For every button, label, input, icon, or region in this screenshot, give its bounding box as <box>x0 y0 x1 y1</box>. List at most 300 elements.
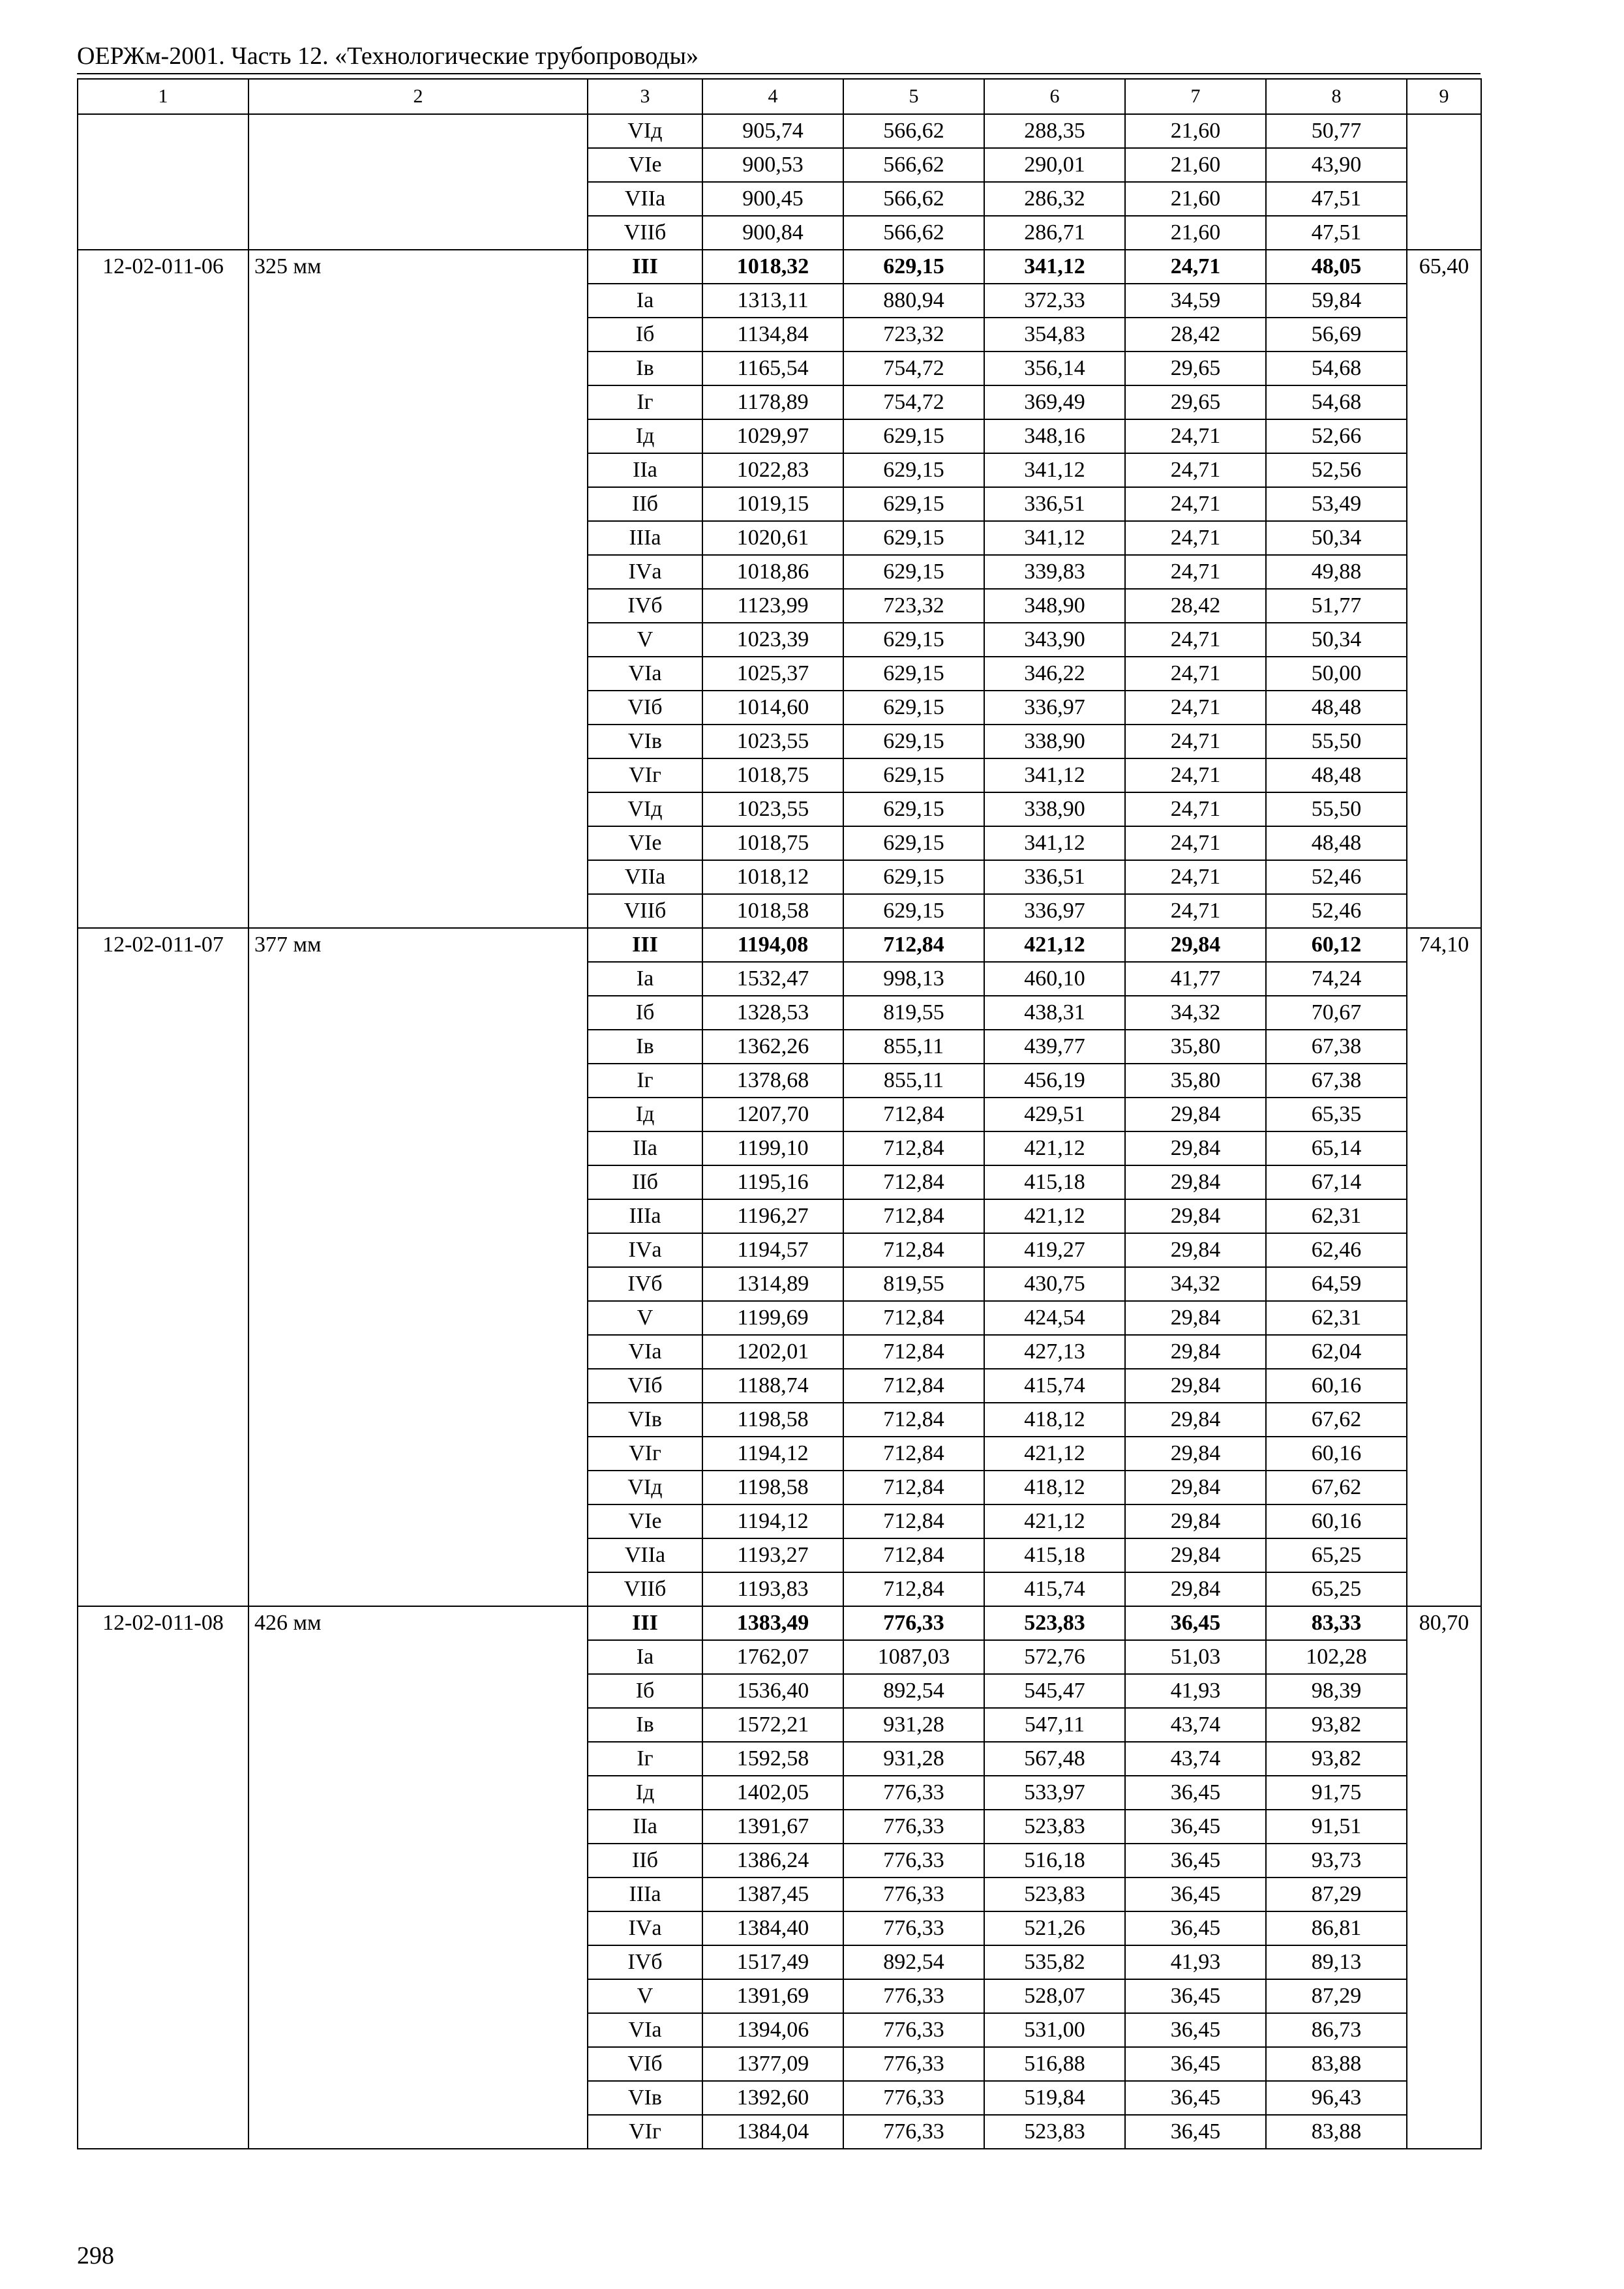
value-cell: 52,66 <box>1266 419 1407 453</box>
value-cell: 415,74 <box>984 1369 1125 1403</box>
value-cell: 336,97 <box>984 691 1125 725</box>
value-cell: 83,88 <box>1266 2047 1407 2081</box>
value-cell: 348,16 <box>984 419 1125 453</box>
value-cell: 419,27 <box>984 1233 1125 1267</box>
value-cell: 629,15 <box>843 623 984 657</box>
value-cell: 28,42 <box>1125 589 1266 623</box>
value-cell: 629,15 <box>843 250 984 284</box>
value-cell: 1328,53 <box>702 996 843 1030</box>
value-cell: 89,13 <box>1266 1945 1407 1979</box>
value-cell: 629,15 <box>843 860 984 894</box>
value-cell: 41,93 <box>1125 1674 1266 1708</box>
value-cell: 421,12 <box>984 928 1125 962</box>
value-cell: 1196,27 <box>702 1199 843 1233</box>
value-cell: 629,15 <box>843 792 984 826</box>
value-cell: 712,84 <box>843 1301 984 1335</box>
column-header: 5 <box>843 79 984 114</box>
value-cell: 629,15 <box>843 657 984 691</box>
value-cell: 36,45 <box>1125 1606 1266 1640</box>
value-cell: 24,71 <box>1125 691 1266 725</box>
value-cell: 629,15 <box>843 487 984 521</box>
value-cell: 629,15 <box>843 826 984 860</box>
subgroup-cell: Iв <box>588 1708 702 1742</box>
value-cell: 1178,89 <box>702 385 843 419</box>
code-cell: 12-02-011-07 <box>78 928 248 1606</box>
value-cell: 892,54 <box>843 1674 984 1708</box>
total-cell: 74,10 <box>1407 928 1481 1606</box>
value-cell: 1313,11 <box>702 284 843 318</box>
value-cell: 290,01 <box>984 148 1125 182</box>
value-cell: 819,55 <box>843 996 984 1030</box>
code-cell <box>78 114 248 250</box>
subgroup-cell: Iд <box>588 1098 702 1131</box>
value-cell: 24,71 <box>1125 555 1266 589</box>
value-cell: 1023,39 <box>702 623 843 657</box>
value-cell: 931,28 <box>843 1742 984 1776</box>
subgroup-cell: VIв <box>588 725 702 758</box>
value-cell: 34,32 <box>1125 1267 1266 1301</box>
subgroup-cell: VIе <box>588 148 702 182</box>
subgroup-cell: Iг <box>588 1742 702 1776</box>
value-cell: 1194,12 <box>702 1504 843 1538</box>
value-cell: 338,90 <box>984 792 1125 826</box>
value-cell: 51,77 <box>1266 589 1407 623</box>
value-cell: 776,33 <box>843 1878 984 1911</box>
subgroup-cell: VIб <box>588 2047 702 2081</box>
value-cell: 819,55 <box>843 1267 984 1301</box>
value-cell: 776,33 <box>843 2047 984 2081</box>
code-cell: 12-02-011-06 <box>78 250 248 928</box>
column-number-row <box>78 79 1481 114</box>
value-cell: 29,84 <box>1125 1335 1266 1369</box>
subgroup-cell: Iа <box>588 1640 702 1674</box>
value-cell: 900,45 <box>702 182 843 216</box>
subgroup-cell: VIд <box>588 1471 702 1504</box>
value-cell: 776,33 <box>843 1844 984 1878</box>
value-cell: 50,77 <box>1266 114 1407 148</box>
value-cell: 712,84 <box>843 1572 984 1606</box>
subgroup-cell: VIд <box>588 114 702 148</box>
value-cell: 629,15 <box>843 453 984 487</box>
value-cell: 545,47 <box>984 1674 1125 1708</box>
value-cell: 65,35 <box>1266 1098 1407 1131</box>
value-cell: 29,65 <box>1125 385 1266 419</box>
column-header: 9 <box>1407 79 1481 114</box>
value-cell: 1572,21 <box>702 1708 843 1742</box>
diameter-cell: 325 мм <box>248 250 588 928</box>
value-cell: 1023,55 <box>702 792 843 826</box>
value-cell: 629,15 <box>843 758 984 792</box>
value-cell: 24,71 <box>1125 860 1266 894</box>
value-cell: 47,51 <box>1266 216 1407 250</box>
value-cell: 712,84 <box>843 1165 984 1199</box>
value-cell: 50,34 <box>1266 623 1407 657</box>
column-header: 4 <box>702 79 843 114</box>
value-cell: 36,45 <box>1125 2013 1266 2047</box>
value-cell: 36,45 <box>1125 2115 1266 2149</box>
value-cell: 776,33 <box>843 1810 984 1844</box>
value-cell: 24,71 <box>1125 521 1266 555</box>
value-cell: 93,82 <box>1266 1742 1407 1776</box>
value-cell: 67,14 <box>1266 1165 1407 1199</box>
table-row <box>78 250 1481 284</box>
value-cell: 1402,05 <box>702 1776 843 1810</box>
subgroup-cell: IIа <box>588 453 702 487</box>
value-cell: 24,71 <box>1125 453 1266 487</box>
value-cell: 776,33 <box>843 2081 984 2115</box>
subgroup-cell: IVб <box>588 589 702 623</box>
value-cell: 1387,45 <box>702 1878 843 1911</box>
value-cell: 931,28 <box>843 1708 984 1742</box>
value-cell: 83,33 <box>1266 1606 1407 1640</box>
value-cell: 29,84 <box>1125 1403 1266 1437</box>
value-cell: 1018,75 <box>702 758 843 792</box>
value-cell: 776,33 <box>843 1911 984 1945</box>
value-cell: 516,18 <box>984 1844 1125 1878</box>
value-cell: 712,84 <box>843 1131 984 1165</box>
value-cell: 29,84 <box>1125 1538 1266 1572</box>
value-cell: 516,88 <box>984 2047 1125 2081</box>
value-cell: 48,05 <box>1266 250 1407 284</box>
value-cell: 998,13 <box>843 962 984 996</box>
value-cell: 566,62 <box>843 148 984 182</box>
subgroup-cell: IIIа <box>588 1878 702 1911</box>
column-header: 7 <box>1125 79 1266 114</box>
value-cell: 1762,07 <box>702 1640 843 1674</box>
table-row <box>78 114 1481 148</box>
value-cell: 1018,32 <box>702 250 843 284</box>
value-cell: 24,71 <box>1125 657 1266 691</box>
value-cell: 567,48 <box>984 1742 1125 1776</box>
value-cell: 629,15 <box>843 691 984 725</box>
table-body <box>78 79 1481 2149</box>
value-cell: 51,03 <box>1125 1640 1266 1674</box>
subgroup-cell: IVа <box>588 1233 702 1267</box>
value-cell: 29,65 <box>1125 352 1266 385</box>
subgroup-cell: IIа <box>588 1131 702 1165</box>
value-cell: 48,48 <box>1266 691 1407 725</box>
value-cell: 1194,57 <box>702 1233 843 1267</box>
value-cell: 1194,12 <box>702 1437 843 1471</box>
value-cell: 52,46 <box>1266 860 1407 894</box>
value-cell: 1134,84 <box>702 318 843 352</box>
value-cell: 1391,67 <box>702 1810 843 1844</box>
subgroup-cell: Iг <box>588 385 702 419</box>
value-cell: 55,50 <box>1266 792 1407 826</box>
subgroup-cell: Iв <box>588 352 702 385</box>
value-cell: 523,83 <box>984 1606 1125 1640</box>
value-cell: 1193,83 <box>702 1572 843 1606</box>
column-header: 3 <box>588 79 702 114</box>
subgroup-cell: V <box>588 1301 702 1335</box>
value-cell: 1165,54 <box>702 352 843 385</box>
value-cell: 1394,06 <box>702 2013 843 2047</box>
value-cell: 24,71 <box>1125 826 1266 860</box>
diameter-cell <box>248 114 588 250</box>
column-header: 6 <box>984 79 1125 114</box>
value-cell: 346,22 <box>984 657 1125 691</box>
value-cell: 421,12 <box>984 1437 1125 1471</box>
value-cell: 629,15 <box>843 555 984 589</box>
value-cell: 1384,40 <box>702 1911 843 1945</box>
value-cell: 1014,60 <box>702 691 843 725</box>
value-cell: 21,60 <box>1125 182 1266 216</box>
value-cell: 439,77 <box>984 1030 1125 1064</box>
value-cell: 24,71 <box>1125 725 1266 758</box>
value-cell: 29,84 <box>1125 1233 1266 1267</box>
subgroup-cell: VIб <box>588 691 702 725</box>
value-cell: 429,51 <box>984 1098 1125 1131</box>
value-cell: 24,71 <box>1125 623 1266 657</box>
value-cell: 24,71 <box>1125 487 1266 521</box>
page-header-title: ОЕРЖм-2001. Часть 12. «Технологические трубопроводы» <box>77 42 699 70</box>
value-cell: 1018,58 <box>702 894 843 928</box>
subgroup-cell: IIб <box>588 1165 702 1199</box>
value-cell: 566,62 <box>843 216 984 250</box>
value-cell: 35,80 <box>1125 1064 1266 1098</box>
subgroup-cell: III <box>588 1606 702 1640</box>
value-cell: 723,32 <box>843 318 984 352</box>
value-cell: 356,14 <box>984 352 1125 385</box>
value-cell: 629,15 <box>843 894 984 928</box>
value-cell: 1020,61 <box>702 521 843 555</box>
value-cell: 900,53 <box>702 148 843 182</box>
value-cell: 98,39 <box>1266 1674 1407 1708</box>
value-cell: 102,28 <box>1266 1640 1407 1674</box>
value-cell: 1391,69 <box>702 1979 843 2013</box>
value-cell: 343,90 <box>984 623 1125 657</box>
table-row <box>78 1606 1481 1640</box>
value-cell: 91,75 <box>1266 1776 1407 1810</box>
value-cell: 1377,09 <box>702 2047 843 2081</box>
value-cell: 629,15 <box>843 419 984 453</box>
subgroup-cell: Iа <box>588 962 702 996</box>
diameter-cell: 377 мм <box>248 928 588 1606</box>
column-header: 2 <box>248 79 588 114</box>
value-cell: 880,94 <box>843 284 984 318</box>
value-cell: 336,51 <box>984 860 1125 894</box>
value-cell: 34,32 <box>1125 996 1266 1030</box>
value-cell: 629,15 <box>843 521 984 555</box>
value-cell: 52,46 <box>1266 894 1407 928</box>
value-cell: 523,83 <box>984 2115 1125 2149</box>
value-cell: 1193,27 <box>702 1538 843 1572</box>
price-table <box>77 78 1482 2149</box>
value-cell: 415,18 <box>984 1538 1125 1572</box>
subgroup-cell: Iб <box>588 996 702 1030</box>
value-cell: 1378,68 <box>702 1064 843 1098</box>
value-cell: 535,82 <box>984 1945 1125 1979</box>
value-cell: 1384,04 <box>702 2115 843 2149</box>
value-cell: 528,07 <box>984 1979 1125 2013</box>
value-cell: 776,33 <box>843 1776 984 1810</box>
value-cell: 354,83 <box>984 318 1125 352</box>
value-cell: 62,04 <box>1266 1335 1407 1369</box>
subgroup-cell: VIIа <box>588 860 702 894</box>
value-cell: 87,29 <box>1266 1979 1407 2013</box>
value-cell: 1018,86 <box>702 555 843 589</box>
column-header: 1 <box>78 79 248 114</box>
column-header: 8 <box>1266 79 1407 114</box>
subgroup-cell: VIб <box>588 1369 702 1403</box>
value-cell: 67,62 <box>1266 1403 1407 1437</box>
value-cell: 65,25 <box>1266 1538 1407 1572</box>
subgroup-cell: IIIа <box>588 521 702 555</box>
value-cell: 754,72 <box>843 385 984 419</box>
value-cell: 41,93 <box>1125 1945 1266 1979</box>
value-cell: 93,73 <box>1266 1844 1407 1878</box>
value-cell: 29,84 <box>1125 1369 1266 1403</box>
header-rule <box>77 73 1481 74</box>
value-cell: 24,71 <box>1125 250 1266 284</box>
value-cell: 1195,16 <box>702 1165 843 1199</box>
value-cell: 36,45 <box>1125 1810 1266 1844</box>
value-cell: 339,83 <box>984 555 1125 589</box>
subgroup-cell: Iд <box>588 419 702 453</box>
value-cell: 566,62 <box>843 114 984 148</box>
value-cell: 1207,70 <box>702 1098 843 1131</box>
subgroup-cell: Iб <box>588 318 702 352</box>
subgroup-cell: VIв <box>588 2081 702 2115</box>
value-cell: 1022,83 <box>702 453 843 487</box>
subgroup-cell: VIг <box>588 758 702 792</box>
value-cell: 29,84 <box>1125 928 1266 962</box>
subgroup-cell: VIIа <box>588 1538 702 1572</box>
value-cell: 60,12 <box>1266 928 1407 962</box>
value-cell: 547,11 <box>984 1708 1125 1742</box>
value-cell: 341,12 <box>984 521 1125 555</box>
value-cell: 62,31 <box>1266 1301 1407 1335</box>
value-cell: 1023,55 <box>702 725 843 758</box>
value-cell: 776,33 <box>843 2115 984 2149</box>
subgroup-cell: Iа <box>588 284 702 318</box>
subgroup-cell: VIIб <box>588 894 702 928</box>
value-cell: 712,84 <box>843 1098 984 1131</box>
value-cell: 415,18 <box>984 1165 1125 1199</box>
subgroup-cell: IVб <box>588 1945 702 1979</box>
value-cell: 41,77 <box>1125 962 1266 996</box>
subgroup-cell: VIг <box>588 1437 702 1471</box>
value-cell: 1517,49 <box>702 1945 843 1979</box>
value-cell: 70,67 <box>1266 996 1407 1030</box>
value-cell: 24,71 <box>1125 758 1266 792</box>
value-cell: 1536,40 <box>702 1674 843 1708</box>
subgroup-cell: VIа <box>588 1335 702 1369</box>
value-cell: 96,43 <box>1266 2081 1407 2115</box>
value-cell: 87,29 <box>1266 1878 1407 1911</box>
value-cell: 86,73 <box>1266 2013 1407 2047</box>
value-cell: 533,97 <box>984 1776 1125 1810</box>
value-cell: 1198,58 <box>702 1403 843 1437</box>
value-cell: 523,83 <box>984 1878 1125 1911</box>
value-cell: 1592,58 <box>702 1742 843 1776</box>
value-cell: 48,48 <box>1266 826 1407 860</box>
value-cell: 566,62 <box>843 182 984 216</box>
value-cell: 900,84 <box>702 216 843 250</box>
value-cell: 53,49 <box>1266 487 1407 521</box>
diameter-cell: 426 мм <box>248 1606 588 2149</box>
value-cell: 29,84 <box>1125 1471 1266 1504</box>
value-cell: 460,10 <box>984 962 1125 996</box>
value-cell: 1362,26 <box>702 1030 843 1064</box>
value-cell: 1194,08 <box>702 928 843 962</box>
value-cell: 48,48 <box>1266 758 1407 792</box>
subgroup-cell: IIIа <box>588 1199 702 1233</box>
value-cell: 855,11 <box>843 1030 984 1064</box>
value-cell: 438,31 <box>984 996 1125 1030</box>
value-cell: 29,84 <box>1125 1301 1266 1335</box>
value-cell: 421,12 <box>984 1504 1125 1538</box>
value-cell: 59,84 <box>1266 284 1407 318</box>
value-cell: 67,38 <box>1266 1064 1407 1098</box>
subgroup-cell: IIб <box>588 487 702 521</box>
value-cell: 415,74 <box>984 1572 1125 1606</box>
subgroup-cell: VIе <box>588 1504 702 1538</box>
value-cell: 341,12 <box>984 250 1125 284</box>
total-cell <box>1407 114 1481 250</box>
total-cell: 65,40 <box>1407 250 1481 928</box>
value-cell: 286,71 <box>984 216 1125 250</box>
value-cell: 421,12 <box>984 1199 1125 1233</box>
value-cell: 531,00 <box>984 2013 1125 2047</box>
value-cell: 456,19 <box>984 1064 1125 1098</box>
value-cell: 372,33 <box>984 284 1125 318</box>
value-cell: 418,12 <box>984 1403 1125 1437</box>
subgroup-cell: III <box>588 250 702 284</box>
value-cell: 47,51 <box>1266 182 1407 216</box>
subgroup-cell: IVа <box>588 1911 702 1945</box>
value-cell: 1199,69 <box>702 1301 843 1335</box>
value-cell: 712,84 <box>843 1335 984 1369</box>
value-cell: 1392,60 <box>702 2081 843 2115</box>
value-cell: 56,69 <box>1266 318 1407 352</box>
value-cell: 36,45 <box>1125 1844 1266 1878</box>
value-cell: 572,76 <box>984 1640 1125 1674</box>
subgroup-cell: VIе <box>588 826 702 860</box>
value-cell: 24,71 <box>1125 419 1266 453</box>
value-cell: 712,84 <box>843 1504 984 1538</box>
subgroup-cell: VIв <box>588 1403 702 1437</box>
value-cell: 54,68 <box>1266 385 1407 419</box>
subgroup-cell: VIд <box>588 792 702 826</box>
value-cell: 1188,74 <box>702 1369 843 1403</box>
value-cell: 36,45 <box>1125 1776 1266 1810</box>
value-cell: 855,11 <box>843 1064 984 1098</box>
value-cell: 21,60 <box>1125 148 1266 182</box>
value-cell: 754,72 <box>843 352 984 385</box>
value-cell: 36,45 <box>1125 1911 1266 1945</box>
value-cell: 60,16 <box>1266 1437 1407 1471</box>
value-cell: 29,84 <box>1125 1098 1266 1131</box>
value-cell: 348,90 <box>984 589 1125 623</box>
value-cell: 29,84 <box>1125 1437 1266 1471</box>
value-cell: 1018,12 <box>702 860 843 894</box>
value-cell: 776,33 <box>843 1979 984 2013</box>
value-cell: 776,33 <box>843 2013 984 2047</box>
value-cell: 1199,10 <box>702 1131 843 1165</box>
value-cell: 430,75 <box>984 1267 1125 1301</box>
value-cell: 336,51 <box>984 487 1125 521</box>
value-cell: 43,74 <box>1125 1742 1266 1776</box>
value-cell: 523,83 <box>984 1810 1125 1844</box>
value-cell: 74,24 <box>1266 962 1407 996</box>
value-cell: 52,56 <box>1266 453 1407 487</box>
value-cell: 892,54 <box>843 1945 984 1979</box>
value-cell: 65,25 <box>1266 1572 1407 1606</box>
value-cell: 712,84 <box>843 1403 984 1437</box>
value-cell: 36,45 <box>1125 1979 1266 2013</box>
total-cell: 80,70 <box>1407 1606 1481 2149</box>
